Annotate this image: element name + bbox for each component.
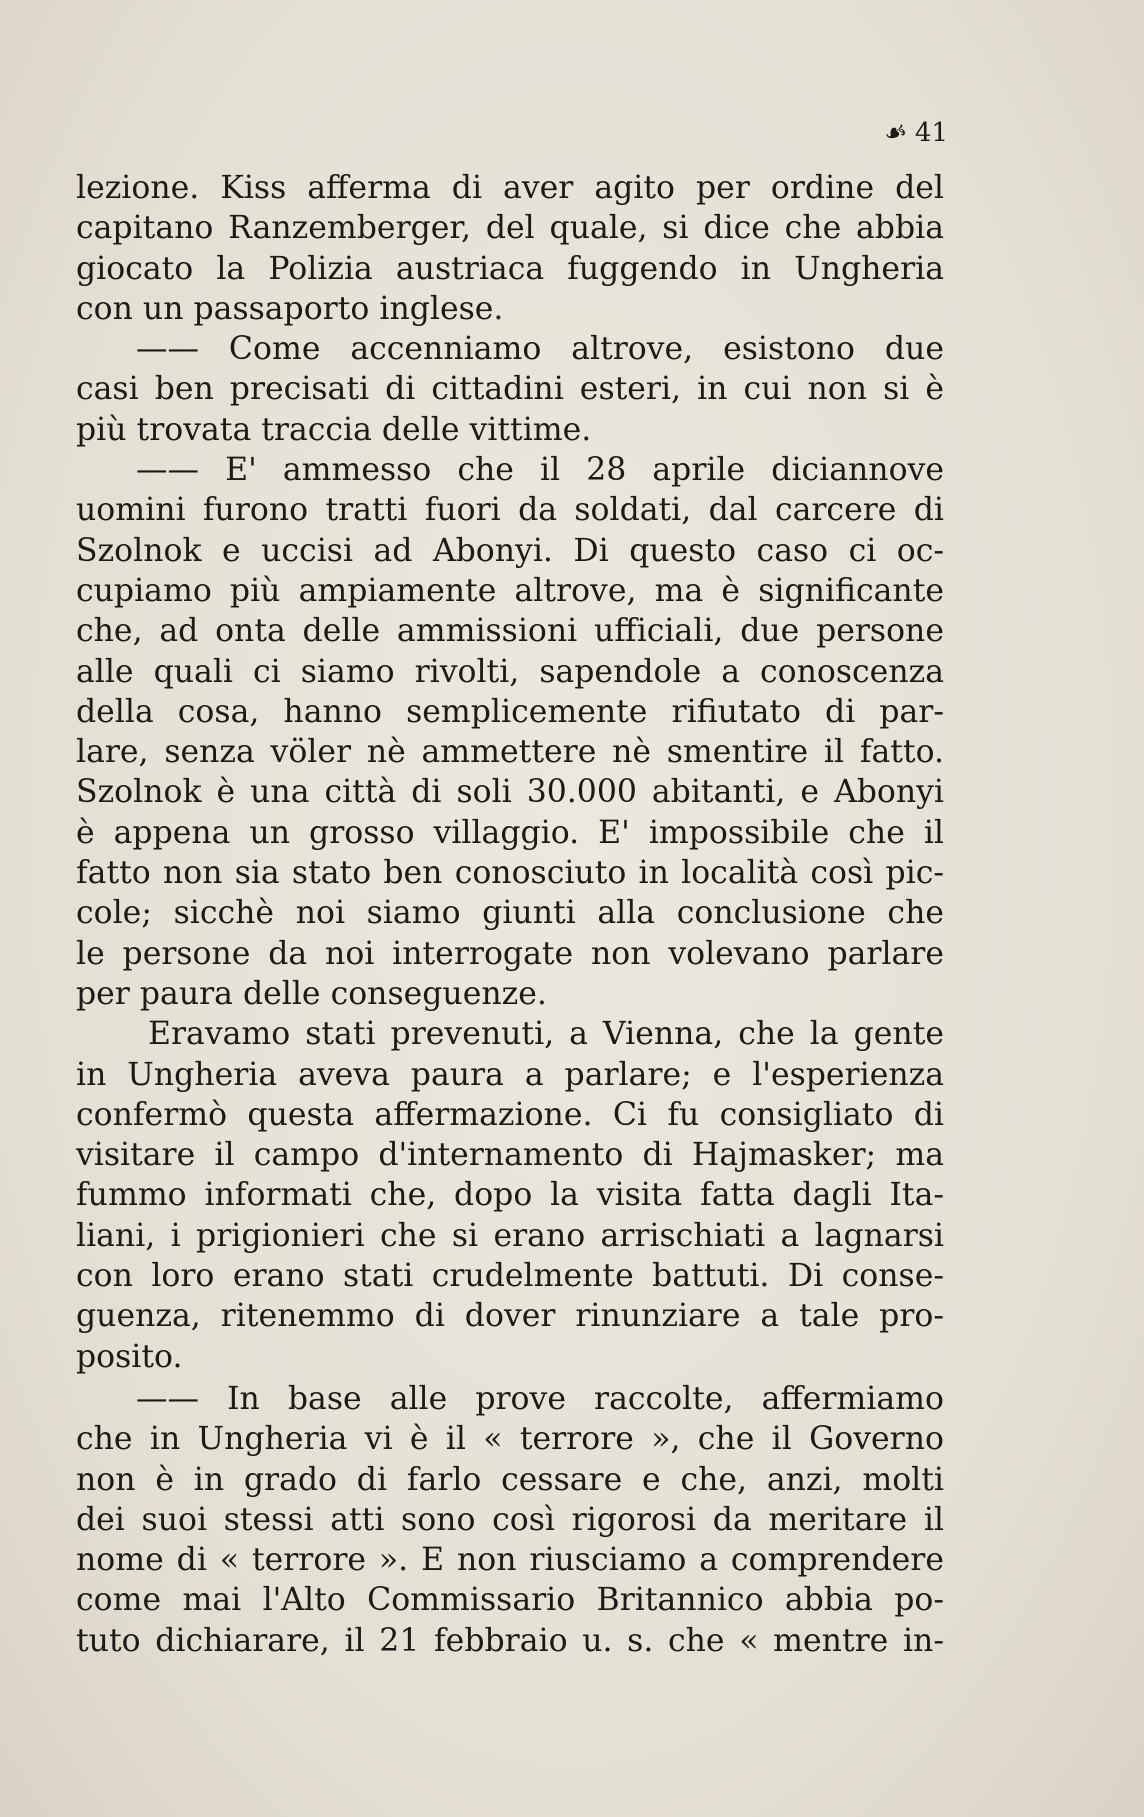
text-line: Eravamo stati prevenuti, a Vienna, che la gente <box>148 1016 944 1053</box>
text-line: le persone da noi interrogate non volevano parlare <box>76 935 944 972</box>
text-line: è appena un grosso villaggio. E' impossibile che il <box>76 814 944 851</box>
text-line: giocato la Polizia austriaca fuggendo in Ungheria <box>76 250 944 287</box>
text-line: lezione. Kiss afferma di aver agito per ordine del <box>76 170 944 206</box>
text-line: fummo informati che, dopo la visita fatta dagli Ita- <box>76 1177 944 1214</box>
text-line: posito. <box>76 1338 183 1375</box>
text-line: alle quali ci siamo rivolti, sapendole a conoscenza <box>76 653 944 690</box>
text-line: cole; sicchè noi siamo giunti alla conclusione che <box>76 895 944 932</box>
text-line: con un passaporto inglese. <box>76 290 504 327</box>
page-header <box>880 115 948 151</box>
text-line: con loro erano stati crudelmente battuti. Di conse- <box>76 1258 944 1295</box>
text-line: per paura delle conseguenze. <box>76 975 547 1012</box>
text-line: della cosa, hanno semplicemente rifiutato di par- <box>76 693 944 730</box>
text-line: più trovata traccia delle vittime. <box>76 411 592 448</box>
text-line: che in Ungheria vi è il « terrore », che il Governo <box>76 1421 944 1458</box>
page-number: 41 <box>914 118 948 148</box>
text-line: capitano Ranzemberger, del quale, si dice che abbia <box>76 210 944 247</box>
text-line: nome di « terrore ». E non riusciamo a comprendere <box>76 1542 944 1579</box>
text-line: in Ungheria aveva paura a parlare; e l'esperienza <box>76 1056 944 1093</box>
text-line: Szolnok è una città di soli 30.000 abitanti, e Abonyi <box>76 774 944 811</box>
text-line: non è in grado di farlo cessare e che, anzi, molti <box>76 1461 944 1498</box>
text-line: —— Come accenniamo altrove, esistono due <box>136 331 944 368</box>
text-line: liani, i prigionieri che si erano arrischiati a lagnarsi <box>76 1217 944 1254</box>
text-line: confermò questa affermazione. Ci fu consigliato di <box>76 1096 944 1133</box>
text-line: —— E' ammesso che il 28 aprile diciannove <box>136 452 944 489</box>
text-line: uomini furono tratti fuori da soldati, dal carcere di <box>76 492 944 529</box>
text-line: —— In base alle prove raccolte, affermiamo <box>136 1380 944 1417</box>
text-line: dei suoi stessi atti sono così rigorosi da meritare il <box>76 1501 944 1538</box>
text-line: tuto dichiarare, il 21 febbraio u. s. che « mentre in- <box>76 1622 944 1659</box>
text-line: che, ad onta delle ammissioni ufficiali, due persone <box>76 613 944 650</box>
text-line: come mai l'Alto Commissario Britannico abbia po- <box>76 1582 944 1619</box>
text-line: fatto non sia stato ben conosciuto in località così pic- <box>76 855 944 892</box>
text-line: casi ben precisati di cittadini esteri, in cui non si è <box>76 371 944 408</box>
body-text <box>76 168 944 1661</box>
text-line: cupiamo più ampiamente altrove, ma è significante <box>76 572 944 609</box>
text-line: Szolnok e uccisi ad Abonyi. Di questo caso ci oc- <box>76 532 944 569</box>
fleuron-icon: ☙ <box>880 115 911 151</box>
text-line: guenza, ritenemmo di dover rinunziare a tale pro- <box>76 1298 944 1335</box>
text-line: lare, senza völer nè ammettere nè smentire il fatto. <box>76 734 944 771</box>
text-line: visitare il campo d'internamento di Hajmasker; ma <box>76 1137 944 1174</box>
